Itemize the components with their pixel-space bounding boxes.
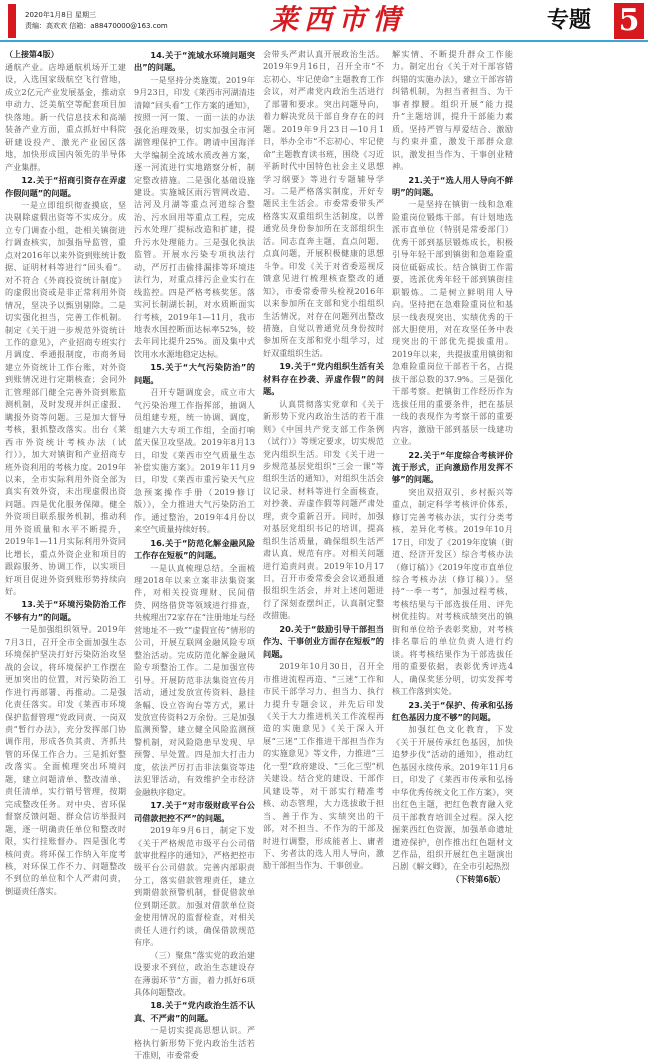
- section-heading: 22.关于“年度综合考核评价流于形式，正向激励作用发挥不够”的问题。: [392, 449, 513, 485]
- column-4: [392, 48, 513, 943]
- section-heading: 18.关于“党内政治生活不认真、不严肃”的问题。: [134, 1000, 255, 1023]
- column-3: [263, 48, 384, 943]
- column-1: [5, 48, 126, 943]
- section-heading: 13.关于“环境污染防治工作不够有力”的问题。: [5, 599, 126, 622]
- section-heading: 20.关于“鼓励引导干部担当作为、干事创业方面存在短板”的问题。: [263, 623, 384, 659]
- header-red-bar: [8, 4, 16, 38]
- section-heading: 19.关于“党内组织生活有关材料存在抄袭、弄虚作假”的问题。: [263, 361, 384, 397]
- body-paragraph: 认真贯彻落实党章和《关于新形势下党内政治生活的若干准则》《中国共产党支部工作条例（试行）》等规定要求，切实规范党内组织生活。印发《关于进一步规范基层党组织“三会一课”等组织生活的通知》，对组织生活会议记录、材料等进行全面核查，对抄袭、弄虚作假等问题严肃处理，责令重新召开。同时，加强对基层党组织书记的培训，提高组织生活质量，确保组织生活严肃认真、规范有序。对相关问题进行追责问责。2019年10月17日，召开市委常委会会议通报通报组织生活会，并对上述问题进行了深刻查摆纠正，认真制定整改措施。: [263, 398, 384, 621]
- section-heading: 21.关于“选人用人导向不鲜明”的问题。: [392, 174, 513, 197]
- body-paragraph: 2019年9月6日，制定下发《关于严格规范市级平台公司借款审批程序的通知》，严格把控市级平台公司借款。完善内部职责分工，落实借款管理责任，建立到期借款预警机制，督促借款单位到期还款。加强对借款单位资金使用情况的监督检查，对相关责任人进行约谈，确保借款规范有序。: [134, 825, 255, 948]
- section-title: 专题: [547, 8, 592, 33]
- section-heading: 12.关于“招商引资存在弄虚作假问题”的问题。: [5, 175, 126, 198]
- continued-on-label: （下转第6版）: [451, 874, 505, 884]
- header-rule: [0, 40, 648, 42]
- body-paragraph: 一是加强组织领导。2019年7月3日，召开全市全面加强生态环境保护坚决打好污染防治攻坚战的会议，将环境保护工作摆在更加突出的位置，对污染防治工作进行再部署、再推动。二是强化责任落实。印发《莱西市环境保护监督管理“党政同责、一岗双责”暂行办法》，充分发挥部门协调作用，形成各负其责、齐抓共管的环保工作合力。三是抓好整改落实。全面梳理突出环境问题，建立问题清单、整改清单、责任清单，实行销号管理，按期完成整改任务。对中央、省环保督察反馈问题、群众信访举报问题，逐一明确责任单位和整改时限，实行挂账督办。四是强化考核问责。将环保工作纳入年度考核，对环保工作不力、问题整改不到位的单位和个人严肃问责，倒逼责任落实。: [5, 624, 126, 896]
- body-paragraph: 解实情、不断提升群众工作能力。制定出台《关于对干部容错纠错的实施办法》，建立干部容错纠错机制，为担当者担当、为干事者撑腰。组织开展“能力提升”主题培训，提升干部能力素质。坚持严管与厚爱结合、激励与约束并重，激发干部群众意识，激发担当作为、干事创业精神。: [392, 49, 513, 172]
- newspaper-logo: 莱西市情: [270, 3, 407, 36]
- body-paragraph: 一是立即组织彻查摸底，坚决剔除虚假出资等不实成分。成立专门调查小组，赴相关镇街进行调查核实，加强指导监管，重点对2016年以来外资到账统计数据、证明材料等进行“回头看”。对不符合《外商投资统计制度》的虚假出资或是非正常利用外资情况，坚决予以甄别剔除。二是切实强化担当，完善工作机制。制定《关于进一步规范外资统计工作的意见》，产业招商专班实行月调度、季通报制度，市商务局建立外资统计工作台账，对外资到账情况进行定期核查；会同外汇管理部门健全完善外资到账监测机制，及时发现并纠正虚报、瞒报外资等问题。三是加大督导考核，狠抓整改落实。出台《莱西市外资统计考核办法（试行）》，加大对镇街和产业招商专班外资利用的考核力度。2019年以来，全市实际利用外资全部为真实有效外资，未出现虚假出资问题。四是优化服务保障。健全外资项目联系服务机制，推动利用外资质量和水平不断提升，2019年1—11月实际利用外资同比增长，重点外资企业和项目的跟踪服务、协调工作，以实项目好项目促进外资到账形势持续向好。: [5, 199, 126, 597]
- editor-contact: 责编：高欢欢 信箱：a88470000@163.com: [25, 22, 168, 30]
- body-paragraph: 突出双招双引、乡村振兴等重点，制定科学考核评价体系，修订完善考核办法，实行分类考核、差异化考核。2019年10月17日，印发了《2019年度镇（街道、经济开发区）综合考核办法（修订稿）》《2019年度市直单位综合考核办法（修订稿）》。坚持“一季一考”，加强过程考核，考核结果与干部选拔任用、评先树优挂钩。对考核成绩突出的镇街和单位给予表彰奖励，对考核排名靠后的单位负责人进行约谈。将考核结果作为干部选拔任用的重要依据，表彰优秀评选4人，确保奖惩分明，切实发挥考核工作落到实处。: [392, 486, 513, 697]
- column-2: [134, 48, 255, 1061]
- section-heading: 15.关于“大气污染防治”的问题。: [134, 362, 255, 385]
- continued-from-label: （上接第4版）: [5, 50, 59, 59]
- section-heading: 16.关于“防范化解金融风险工作存在短板”的问题。: [134, 537, 255, 561]
- body-paragraph: 2019年10月30日，召开全市推进流程再造、“三迷”工作和市民干部学习力、担当力、执行力提升专题会议，并先后印发《关于大力推进机关工作流程再造的实施意见》《关于深入开展“三迷”工作推进干部担当作为的实施意见》等文件，力推进“三化一型”政府建设、“三化三型”机关建设。结合党的建设、干部作风建设等，对干部实行精准考核、动态管理，大力选拔敢于担当、善于作为、实绩突出的干部，对不担当、不作为的干部及时进行调整，形成能者上、庸者下、劣者汰的选人用人导向，激励干部担当作为、干事创业。: [263, 661, 384, 871]
- header-dateline: [25, 10, 168, 32]
- body-paragraph: 召开专题调度会，成立市大气污染治理工作指挥部，抽调人员组建专班，统一协调、调度，组建六大专项工作组，全面打响蓝天保卫攻坚战。2019年8月13日，印发《莱西市空气质量生态补偿实施方案》。2019年11月9日，印发《莱西市重污染天气应急预案操作手册（2019修订版）》，全力推进大气污染防治工作。通过整治，2019年4月份以来空气质量持续好转。: [134, 387, 255, 535]
- section-heading: 23.关于“保护、传承和弘扬红色基因力度不够”的问题。: [392, 699, 513, 723]
- body-paragraph: 通航产业。店埠通航机场开工建设，入选国家级航空飞行营地，成立2亿元产业发展基金，推动京申动力、泛美航空等配套项目加快落地。新一代信息技术和高端装备产业方面，重点抓好中科院研建设投产、激光产业园区落地，加快形成国内领先的半导体产业集群。: [5, 62, 126, 172]
- body-paragraph: （三）聚焦“落实党的政治建设要求不到位，政治生态建设存在薄弱环节”方面，着力抓好6项具体问题整改。: [134, 949, 255, 997]
- body-paragraph: 加强红色文化教育，下发《关于开展传承红色基因，加快追梦步伐”活动的通知》，推动红色基因永续传承。2019年11月6日，印发了《莱西市传承和弘扬中华优秀传统文化工作方案》，突出红色主题，把红色教育融入党员干部教育培训全过程。深入挖掘莱西红色资源，加强革命遗址遗迹保护，创作推出红色题材文艺作品，组织开展红色主题演出吕剧《解文卿》，在全市引起热烈: [392, 724, 513, 872]
- article-columns: [5, 48, 645, 1061]
- body-paragraph: 一是坚持分类施策。2019年9月23日，印发《莱西市河湖清违清障“回头看”工作方案的通知》，按照一河一策、一面一法的办法强化治理效果，切实加强全市河湖管理保护工作。聘请中国海洋大学编制全流域水质改善方案，逐一河流进行实地踏察分析，制定整改措施。二是强化基础设施建设。实施城区雨污管网改造、沽河及月湖等重点河道综合整治、污水回用等重点工程，完成污水处理厂提标改造和扩建，提升污水处理能力。三是强化执法监管。开展水污染专项执法行动，严厉打击偷排漏排等环境违法行为，对重点排污企业实行在线监控。四是严格考核奖惩。落实河长制湖长制，对水质断面实行考核，2019年1—11月，我市地表水国控断面达标率52%，较去年同比提升25%。面及集中式饮用水水源地稳定达标。: [134, 74, 255, 359]
- body-paragraph: 一是切实提高思想认识。严格执行新形势下党内政治生活若干准则，市委常委: [134, 1025, 255, 1061]
- section-heading: 17.关于“对市级财政平台公司借款把控不严”的问题。: [134, 800, 255, 823]
- section-heading: 14.关于“流域水环境问题突出”的问题。: [134, 50, 255, 73]
- page-header: [0, 0, 648, 40]
- body-paragraph: 会带头严肃认真开展政治生活。2019年9月16日，召开全市“不忘初心、牢记使命”主题教育工作会议，对严肃党内政治生活进行了部署和要求。突出问题导向，着力解决党员干部自身存在的问题。2019年9月23日—10月1日，举办全市“不忘初心、牢记使命”主题教育读书班，围绕《习近平新时代中国特色社会主义思想学习纲要》等进行专题辅导学习。二是严格落实制度，开好专题民主生活会。市委常委带头严格落实双重组织生活制度，以普通党员身份参加所在支部组织生活。同志直奔主题，直点问题、点真问题，开展积极健康的思想斗争。印发《关于对省委巡视反馈意见进行梳理核查整改的通知》，市委常委带头检视2016年以来参加所在支部和党小组组织生活情况，对存在问题列出整改措施，自觉以普通党员身份按时参加所在支部和党小组学习，过好双重组织生活。: [263, 49, 384, 358]
- issue-date: 2020年1月8日 星期三: [25, 11, 96, 19]
- body-paragraph: 一是认真梳理总结。全面梳理2018年以来立案非法集资案件，对相关投资理财、民间借贷、网络借贷等领域进行排查，共梳理出72家存在“注册地址与经营地址不一致”“虚假宣传”情形的公司，开展互联网金融风险专项整治活动。完成防范化解金融风险专项整治工作。二是加强宣传引导。开展防范非法集资宣传月活动，通过发放宣传资料、悬挂条幅、设立咨询台等方式，累计发放宣传资料2万余份。三是加强监测预警，建立健全风险监测预警机制，对风险隐患早发现、早预警、早处置。四是加大打击力度，依法严厉打击非法集资等违法犯罪活动，有效维护全市经济金融秩序稳定。: [134, 562, 255, 797]
- body-paragraph: 一是坚持在镇街一线和急难险重岗位锻炼干部。有计划地选派市直单位（特别是常委部门）优秀干部到基层锻炼成长，积极引导年轻干部到镇街和急难险重岗位砥砺成长。结合镇街工作需要，选派优秀年轻干部到镇街挂职锻炼。二是树立鲜明用人导向。坚持把在急难险重岗位和基层一线表现突出、实绩优秀的干部大胆使用，对在攻坚任务中表现突出的干部优先提拔重用。2019年以来，共提拔重用镇街和急难险重岗位干部若干名，占提拔干部总数的37.9%。三是强化干部考察。把镇街工作经历作为选拔任用的重要条件，把在基层一线的表现作为考察干部的重要内容，激励干部到基层一线建功立业。: [392, 199, 513, 447]
- page-number-badge: 5: [614, 3, 644, 39]
